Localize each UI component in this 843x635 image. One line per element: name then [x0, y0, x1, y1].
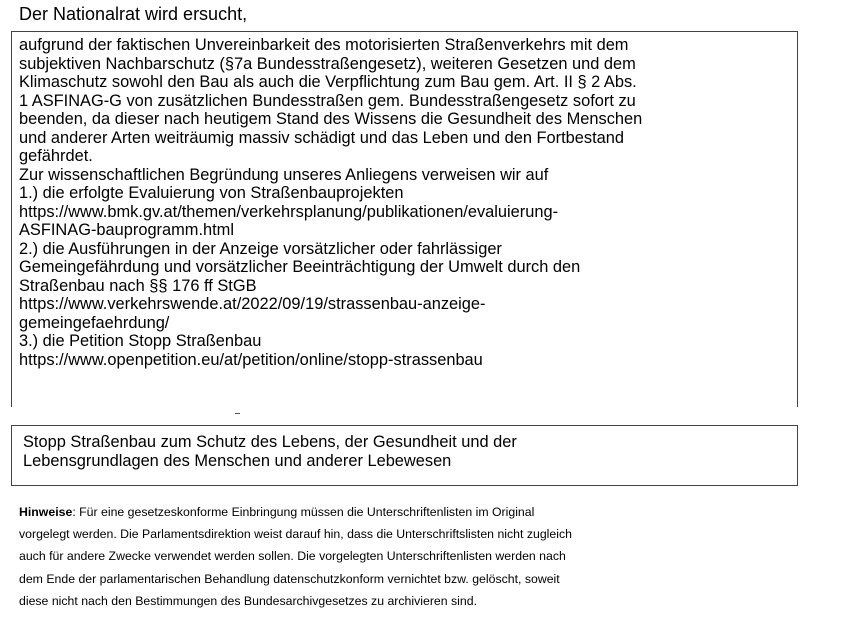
body-line: und anderer Arten weiträumig massiv schädigt und das Leben und den Fortbestand [19, 128, 625, 147]
title-line: Stopp Straßenbau zum Schutz des Lebens, der Gesundheit und der [23, 433, 517, 451]
body-link-verkehrswende[interactable]: https://www.verkehrswende.at/2022/09/19/strassenbau-anzeige- [19, 295, 486, 313]
notes-label: Hinweise [19, 505, 73, 519]
notes-line: auch für andere Zwecke verwendet werden sollen. Die vorgelegten Unterschriftenlisten werden nach [19, 549, 566, 564]
notes-first-line [19, 501, 819, 523]
body-link-verkehrswende-cont[interactable]: gemeingefaehrdung/ [19, 313, 170, 332]
body-line: 3.) die Petition Stopp Straßenbau [19, 332, 262, 350]
intro-heading: Der Nationalrat wird ersucht, [19, 4, 248, 24]
body-link-bmk[interactable]: https://www.bmk.gv.at/themen/verkehrsplanung/publikationen/evaluierung- [19, 202, 559, 221]
body-line: subjektiven Nachbarschutz (§7a Bundesstraßengesetz), weiteren Gesetzen und dem [19, 54, 636, 73]
body-line: aufgrund der faktischen Unvereinbarkeit des motorisierten Straßenverkehrs mit dem [19, 36, 629, 54]
body-line: Straßenbau nach §§ 176 ff StGB [19, 276, 257, 295]
body-line: 1.) die erfolgte Evaluierung von Straßenbauprojekten [19, 184, 404, 202]
title-line: Lebensgrundlagen des Menschen und anderer Lebewesen [23, 452, 452, 470]
body-line: 2.) die Ausführungen in der Anzeige vorsätzlicher oder fahrlässiger [19, 239, 502, 258]
petition-body-text [19, 36, 794, 369]
petition-title-text [23, 433, 517, 471]
notes-line: dem Ende der parlamentarischen Behandlung datenschutzkonform vernichtet bzw. gelöscht, soweit [19, 571, 560, 586]
separator-dash [235, 413, 240, 414]
body-line: Zur wissenschaftlichen Begründung unseres Anliegens verweisen wir auf [19, 165, 549, 184]
body-line: beenden, da dieser nach heutigem Stand des Wissens die Gesundheit des Menschen [19, 110, 643, 128]
notes-line: vorgelegt werden. Die Parlamentsdirektion weist darauf hin, dass die Unterschriftslisten nicht zugleich [19, 527, 572, 542]
body-link-openpetition[interactable]: https://www.openpetition.eu/at/petition/online/stopp-strassenbau [19, 350, 483, 369]
body-line: 1 ASFINAG-G von zusätzlichen Bundesstraßen gem. Bundesstraßengesetz sofort zu [19, 91, 636, 110]
notes-paragraph [19, 501, 819, 612]
notes-first-line-text: : Für eine gesetzeskonforme Einbringung müssen die Unterschriftenlisten im Original [72, 505, 535, 519]
notes-line: diese nicht nach den Bestimmungen des Bundesarchivgesetzes zu archivieren sind. [19, 593, 477, 608]
body-link-bmk-cont[interactable]: ASFINAG-bauprogramm.html [19, 221, 234, 239]
body-line: gefährdet. [19, 147, 93, 165]
body-line: Klimaschutz sowohl den Bau als auch die Verpflichtung zum Bau gem. Art. II § 2 Abs. [19, 73, 637, 91]
body-line: Gemeingefährdung und vorsätzlicher Beeinträchtigung der Umwelt durch den [19, 258, 581, 276]
